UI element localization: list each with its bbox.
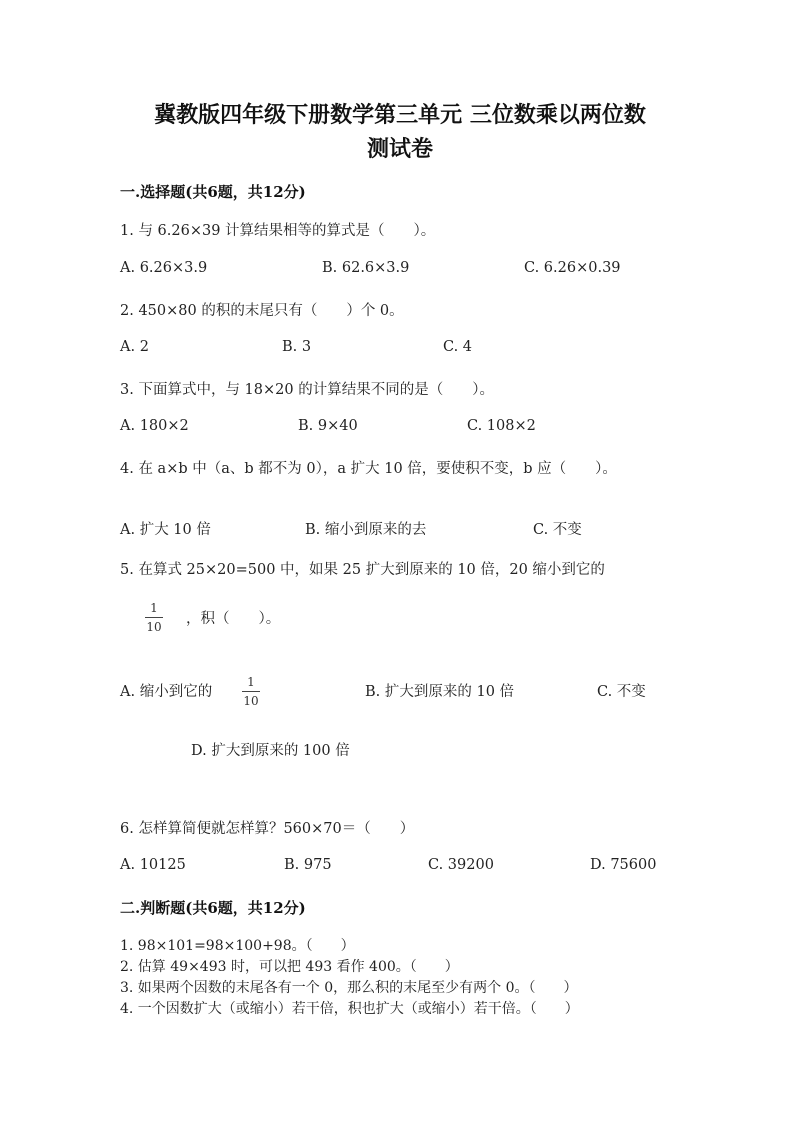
page-title: 冀教版四年级下册数学第三单元 三位数乘以两位数 bbox=[154, 102, 646, 128]
q5-option-b: B. 扩大到原来的 10 倍 bbox=[365, 684, 515, 700]
section-heading-judgement: 二.判断题(共6题，共12分) bbox=[120, 899, 306, 917]
q3-option-c: C. 108×2 bbox=[467, 418, 536, 434]
q1-option-a: A. 6.26×3.9 bbox=[120, 260, 208, 276]
q3-option-b: B. 9×40 bbox=[298, 418, 358, 434]
judge-question-1: 1. 98×101=98×100+98。（ ） bbox=[120, 938, 355, 954]
fraction-numerator: 1 bbox=[150, 601, 158, 615]
question-4-text: 4. 在 a×b 中（a、b 都不为 0），a 扩大 10 倍，要使积不变，b 应（ ）。 bbox=[120, 461, 617, 477]
fraction-bar bbox=[145, 617, 163, 618]
judge-question-4: 4. 一个因数扩大（或缩小）若干倍，积也扩大（或缩小）若干倍。（ ） bbox=[120, 1001, 579, 1017]
fraction-denominator: 10 bbox=[243, 694, 259, 708]
q5-option-c: C. 不变 bbox=[597, 684, 646, 700]
q5-fraction bbox=[145, 602, 163, 633]
q6-option-d: D. 75600 bbox=[590, 857, 657, 873]
page-title-line2: 测试卷 bbox=[366, 136, 433, 162]
q4-option-c: C. 不变 bbox=[533, 522, 582, 538]
question-1-text: 1. 与 6.26×39 计算结果相等的算式是（ ）。 bbox=[120, 223, 436, 239]
fraction-numerator: 1 bbox=[247, 675, 255, 689]
q4-option-b: B. 缩小到原来的去 bbox=[305, 522, 427, 538]
question-3-text: 3. 下面算式中，与 18×20 的计算结果不同的是（ ）。 bbox=[120, 382, 494, 398]
judge-question-2: 2. 估算 49×493 时，可以把 493 看作 400。（ ） bbox=[120, 959, 459, 975]
q6-option-b: B. 975 bbox=[284, 857, 332, 873]
q3-option-a: A. 180×2 bbox=[120, 418, 189, 434]
question-2-text: 2. 450×80 的积的末尾只有（ ）个 0。 bbox=[120, 303, 404, 319]
question-5-text: 5. 在算式 25×20=500 中，如果 25 扩大到原来的 10 倍，20 缩小到它的 bbox=[120, 562, 605, 578]
q2-option-b: B. 3 bbox=[282, 339, 312, 355]
q2-option-c: C. 4 bbox=[443, 339, 473, 355]
q5-option-a: A. 缩小到它的 bbox=[120, 684, 213, 700]
q5-option-d: D. 扩大到原来的 100 倍 bbox=[191, 743, 350, 759]
q1-option-c: C. 6.26×0.39 bbox=[524, 260, 621, 276]
fraction-denominator: 10 bbox=[146, 620, 162, 634]
q6-option-c: C. 39200 bbox=[428, 857, 494, 873]
question-5-continuation: ，积（ ）。 bbox=[186, 611, 281, 627]
section-heading-choice: 一.选择题(共6题，共12分) bbox=[120, 183, 306, 201]
q5-option-a-fraction bbox=[242, 676, 260, 707]
q2-option-a: A. 2 bbox=[120, 339, 149, 355]
fraction-bar bbox=[242, 691, 260, 692]
q6-option-a: A. 10125 bbox=[120, 857, 186, 873]
question-6-text: 6. 怎样算简便就怎样算？560×70＝（ ） bbox=[120, 821, 415, 837]
q4-option-a: A. 扩大 10 倍 bbox=[120, 522, 211, 538]
judge-question-3: 3. 如果两个因数的末尾各有一个 0，那么积的末尾至少有两个 0。（ ） bbox=[120, 980, 578, 996]
q1-option-b: B. 62.6×3.9 bbox=[322, 260, 410, 276]
